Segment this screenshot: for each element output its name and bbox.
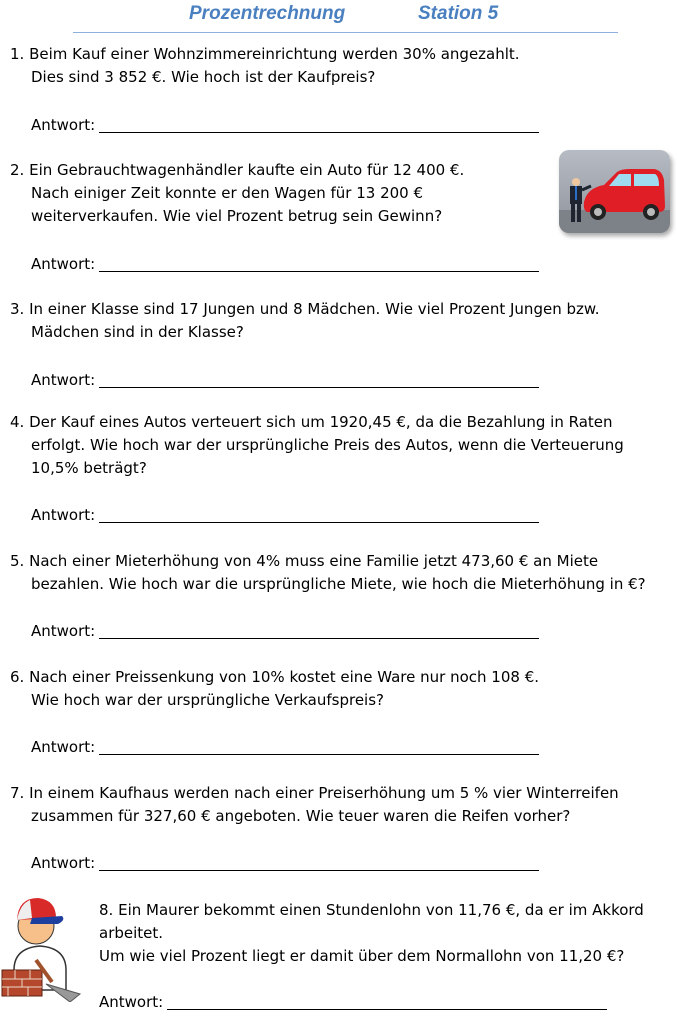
answer-field-2[interactable] xyxy=(99,257,539,272)
station-label: Station 5 xyxy=(418,3,499,24)
answer-field-8[interactable] xyxy=(167,995,607,1010)
car-dealer-image xyxy=(559,150,670,233)
answer-field-6[interactable] xyxy=(99,740,539,755)
answer-1: Antwort: xyxy=(31,115,539,135)
answer-field-4[interactable] xyxy=(99,508,539,523)
task-1: 1. Beim Kauf einer Wohnzimmereinrichtung werden 30% angezahlt. Dies sind 3 852 €. Wie hoch ist der Kaufpreis? xyxy=(10,45,520,86)
answer-2: Antwort: xyxy=(31,254,539,274)
task-7: 7. In einem Kaufhaus werden nach einer Preiserhöhung um 5 % vier Winterreifen zusammen für 327,60 € angeboten. Wie teuer waren die Reifen vorher? xyxy=(10,784,619,825)
bricklayer-image xyxy=(0,890,88,1002)
task-4: 4. Der Kauf eines Autos verteuert sich um 1920,45 €, da die Bezahlung in Raten erfolgt. Wie hoch war der ursprüngliche Preis des Autos, wenn die Verteuerung 10,5% beträgt? xyxy=(10,413,624,477)
answer-8: Antwort: xyxy=(99,992,607,1012)
answer-4: Antwort: xyxy=(31,505,539,525)
answer-7: Antwort: xyxy=(31,853,539,873)
task-3: 3. In einer Klasse sind 17 Jungen und 8 Mädchen. Wie viel Prozent Jungen bzw. Mädchen sind in der Klasse? xyxy=(10,300,600,341)
answer-6: Antwort: xyxy=(31,737,539,757)
answer-3: Antwort: xyxy=(31,370,539,390)
task-6: 6. Nach einer Preissenkung von 10% kostet eine Ware nur noch 108 €. Wie hoch war der ursprüngliche Verkaufspreis? xyxy=(10,668,540,709)
answer-field-3[interactable] xyxy=(99,373,539,388)
worksheet-title: Prozentrechnung xyxy=(189,3,346,24)
worksheet-header xyxy=(0,0,677,34)
task-2: 2. Ein Gebrauchtwagenhändler kaufte ein Auto für 12 400 €. Nach einiger Zeit konnte er den Wagen für 13 200 € weiterverkaufen. Wie viel Prozent betrug sein Gewinn? xyxy=(10,161,465,225)
answer-field-7[interactable] xyxy=(99,856,539,871)
task-5: 5. Nach einer Mieterhöhung von 4% muss eine Familie jetzt 473,60 € an Miete bezahlen. Wie hoch war die ursprüngliche Miete, wie hoch die Mieterhöhung in €? xyxy=(10,552,646,593)
task-8: 8. Ein Maurer bekommt einen Stundenlohn von 11,76 €, da er im Akkord arbeitet. Um wie viel Prozent liegt er damit über dem Normallohn von 11,20 €? xyxy=(99,901,644,965)
answer-field-5[interactable] xyxy=(99,624,539,639)
answer-field-1[interactable] xyxy=(99,118,539,133)
header-rule xyxy=(73,32,618,33)
answer-5: Antwort: xyxy=(31,621,539,641)
